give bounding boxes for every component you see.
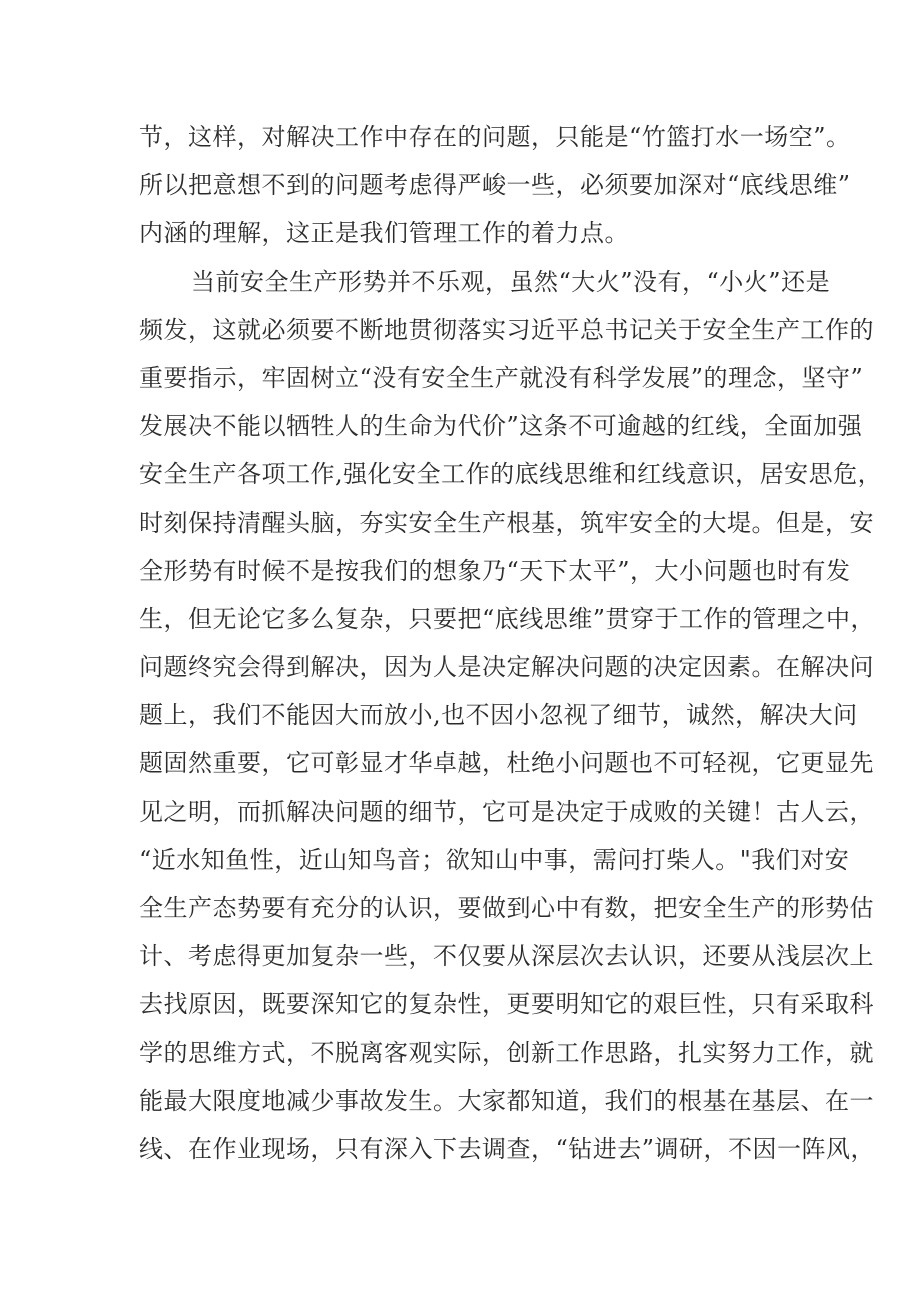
text-line: 全形势有时候不是按我们的想象乃“天下太平”，大小问题也时有发 bbox=[139, 556, 851, 585]
text-line: “近水知鱼性，近山知鸟音；欲知山中事，需问打柴人。"我们对安 bbox=[139, 845, 850, 874]
text-line: 去找原因，既要深知它的复杂性，更要明知它的艰巨性，只有采取科 bbox=[139, 990, 874, 1019]
text-line: 题上，我们不能因大而放小,也不因小忽视了细节，诚然，解决大问 bbox=[139, 701, 858, 730]
text-line: 频发，这就必须要不断地贯彻落实习近平总书记关于安全生产工作的 bbox=[139, 315, 874, 344]
document-body bbox=[139, 113, 883, 1173]
text-line: 见之明，而抓解决问题的细节，它可是决定于成败的关键！古人云， bbox=[139, 797, 874, 826]
text-line: 题固然重要，它可彰显才华卓越，杜绝小问题也不可轻视，它更显先 bbox=[139, 749, 874, 778]
text-line: 重要指示，牢固树立“没有安全生产就没有科学发展”的理念，坚守” bbox=[139, 363, 864, 392]
text-line: 节，这样，对解决工作中存在的问题，只能是“竹篮打水一场空”。 bbox=[139, 123, 851, 151]
text-line: 线、在作业现场，只有深入下去调查，“钻进去”调研，不因一阵风， bbox=[139, 1134, 876, 1163]
text-line: 发展决不能以牺牲人的生命为代价”这条不可逾越的红线，全面加强 bbox=[139, 412, 863, 441]
text-line: 时刻保持清醒头脑，夯实安全生产根基，筑牢安全的大堤。但是，安 bbox=[139, 508, 874, 537]
text-line: 当前安全生产形势并不乐观，虽然“大火”没有，“小火”还是 bbox=[191, 267, 831, 296]
text-line: 计、考虑得更加复杂一些，不仅要从深层次去认识，还要从浅层次上 bbox=[139, 942, 874, 971]
text-line: 全生产态势要有充分的认识，要做到心中有数，把安全生产的形势估 bbox=[139, 894, 874, 922]
text-line: 安全生产各项工作,强化安全工作的底线思维和红线意识，居安思危， bbox=[139, 460, 883, 489]
text-line: 生，但无论它多么复杂，只要把“底线思维”贯穿于工作的管理之中， bbox=[139, 604, 876, 633]
text-line: 问题终究会得到解决，因为人是决定解决问题的决定因素。在解决问 bbox=[139, 653, 874, 682]
text-line: 内涵的理解，这正是我们管理工作的着力点。 bbox=[139, 219, 629, 248]
text-line: 所以把意想不到的问题考虑得严峻一些，必须要加深对“底线思维” bbox=[139, 171, 851, 200]
text-line: 能最大限度地减少事故发生。大家都知道，我们的根基在基层、在一 bbox=[139, 1086, 874, 1115]
text-line: 学的思维方式，不脱离客观实际，创新工作思路，扎实努力工作，就 bbox=[139, 1038, 874, 1067]
